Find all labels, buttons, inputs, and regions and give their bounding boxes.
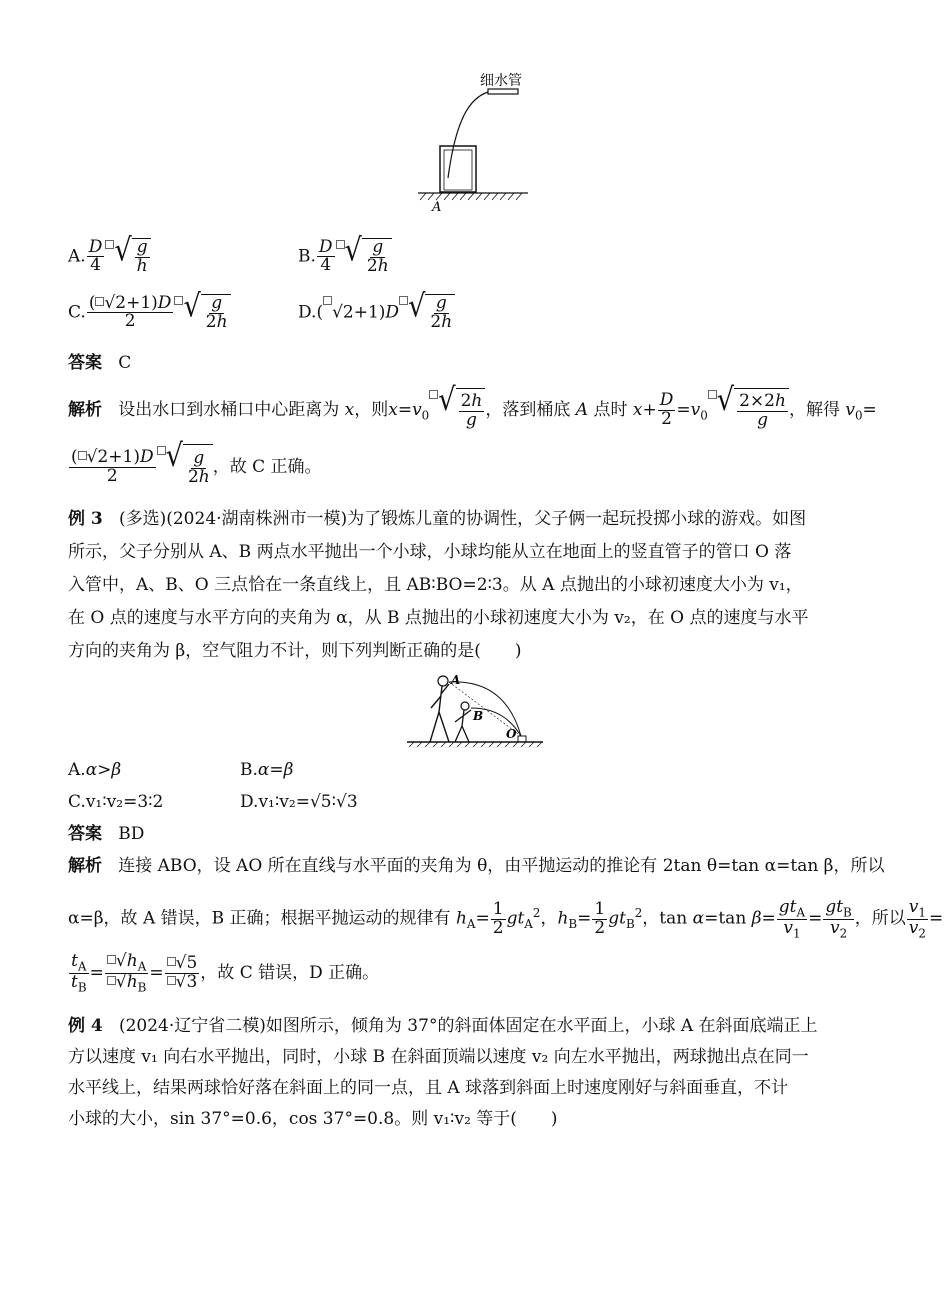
bucket-inner [444, 150, 472, 190]
ex3-line3: 入管中，A、B、O 三点恰在一条直线上，且 AB∶BO=2∶3。从 A 点抛出的小球初速度大小为 v₁， [68, 575, 803, 595]
ex3-option-d: D.v₁∶v₂=√5∶√3 [240, 792, 358, 812]
ground-hatch [420, 193, 522, 200]
water-stream [448, 92, 488, 178]
ex4-line3: 水平线上，结果两球恰好落在斜面上的同一点，且 A 球落到斜面上时速度刚好与斜面垂直，不计 [68, 1078, 789, 1098]
q2-answer: 答案 C [68, 353, 132, 373]
throw-figure [405, 672, 545, 748]
q2-analysis-line1: 解析 设出水口到水桶口中心距离为 x，则$x=v_0$ √ $\frac{2h}{g}$ ，落到桶底 A 点时 x+ $\frac{D}{2}$ $=v_0$ √ $\frac{2\times 2h}{g}$ ，解得 $v_0=$ [68, 388, 877, 437]
figure-tube-label: 细水管 [480, 73, 522, 89]
tube-nozzle [488, 89, 518, 94]
option-d: D.( √2+1)D √ $\frac{g}{2h}$ [298, 294, 455, 332]
label-o: O [506, 727, 517, 741]
option-a: A. $\frac{D}{4}$ √ $\frac{g}{h}$ [68, 238, 151, 276]
ex3-analysis-line3: $\frac{t_A}{t_B}$ = $\frac{√h_A}{√h_B}$ = $\frac{√5}{√3}$ ，故 C 错误，D 正确。 [71, 951, 380, 995]
bucket-figure [410, 68, 540, 218]
son-head [461, 702, 469, 710]
ex4-line2: 方以速度 v₁ 向右水平抛出，同时，小球 B 在斜面顶端以速度 v₂ 向左水平抛出，两球抛出点在同一 [68, 1047, 809, 1067]
father-body [430, 684, 449, 742]
figure-point-a-label: A [432, 200, 442, 215]
ex3-option-b: B.α=β [240, 760, 294, 780]
label-a: A [451, 673, 461, 687]
option-b: B. $\frac{D}{4}$ √ $\frac{g}{2h}$ [298, 238, 392, 276]
ex3-option-c: C.v₁∶v₂=3∶2 [68, 792, 164, 812]
ex3-analysis-line2: α=β，故 A 错误，B 正确；根据平抛运动的规律有 $h_A=$ $\frac{1}{2}$ $gt_A^2$，$h_B=$ $\frac{1}{2}$ $gt_B^2$，tan α=tan β= $\frac{gt_A}{v_1}$ = $\frac{gt_B}{v_2}$ ，所以 $\frac{v_1}{v_2}$ = [68, 896, 944, 941]
q2-analysis-line2: $\frac{( √2+1)D}{2}$ √ $\frac{g}{2h}$ ，故 C 正确。 [68, 444, 322, 491]
ex3-line1: 例 3 (多选)(2024·湖南株洲市一模)为了锻炼儿童的协调性，父子俩一起玩投掷小球的游戏。如图 [68, 509, 807, 529]
ex3-option-a: A.α>β [68, 760, 122, 780]
option-c: C. $\frac{( √2+1)D}{2}$ √ $\frac{g}{2h}$ [68, 294, 231, 332]
father-head [438, 676, 448, 686]
ex4-line1: 例 4 (2024·辽宁省二模)如图所示，倾角为 37°的斜面体固定在水平面上，小球 A 在斜面底端正上 [68, 1016, 818, 1036]
ex3-line4: 在 O 点的速度与水平方向的夹角为 α，从 B 点抛出的小球初速度大小为 v₂，在 O 点的速度与水平 [68, 608, 809, 628]
son-body [455, 710, 471, 742]
ex3-line2: 所示，父子分别从 A、B 两点水平抛出一个小球，小球均能从立在地面上的竖直管子的管口 O 落 [68, 542, 792, 562]
ex3-analysis-line1: 解析 连接 ABO，设 AO 所在直线与水平面的夹角为 θ，由平抛运动的推论有 2tan θ=tan α=tan β，所以 [68, 856, 885, 876]
ex3-answer: 答案 BD [68, 824, 145, 844]
label-b: B [473, 709, 484, 723]
bucket-outer [440, 146, 476, 192]
pipe [518, 736, 526, 742]
ground-hatch-2 [409, 742, 542, 747]
ex4-line4: 小球的大小，sin 37°=0.6，cos 37°=0.8。则 v₁∶v₂ 等于( ) [68, 1109, 558, 1129]
ex3-line5: 方向的夹角为 β，空气阻力不计，则下列判断正确的是( ) [68, 641, 522, 661]
